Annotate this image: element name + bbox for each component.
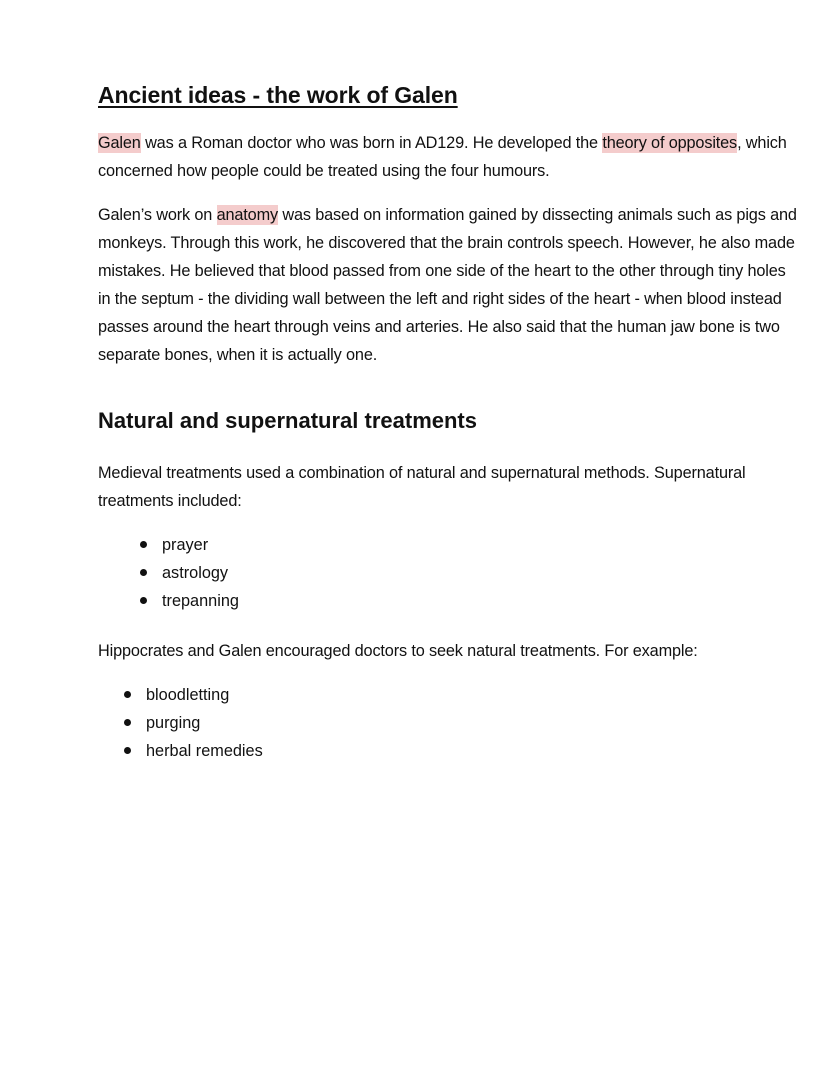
paragraph-medieval-treatments: Medieval treatments used a combination of natural and supernatural methods. Supernatural treatments included: [98,464,746,510]
list-item-label: bloodletting [146,686,230,704]
list-item [124,737,798,765]
list-item [140,531,798,559]
paragraph-text: was based on information gained by dissecting animals such as pigs and monkeys. Through this work, he discovered that the brain controls speech. However, he also made mistakes. He believed that blood passed from one side of the heart to the other through tiny holes in the septum - the dividing wall between the left and right sides of the heart - when blood instead passes around the heart through veins and arteries. He also said that the human jaw bone is two separate bones, when it is actually one. [98,206,797,364]
paragraph-galen-anatomy [98,201,798,369]
paragraph-galen-intro [98,129,798,185]
bullet-icon [124,719,131,726]
list-item [140,587,798,615]
list-item [124,681,798,709]
paragraph-natural-treatments: Hippocrates and Galen encouraged doctors to seek natural treatments. For example: [98,642,698,660]
natural-list [98,681,798,765]
list-item [124,709,798,737]
highlight-anatomy: anatomy [216,206,278,224]
highlight-theory-of-opposites: theory of opposites [602,134,738,152]
list-item-label: prayer [162,536,209,554]
highlight-galen: Galen [98,134,141,152]
bullet-icon [124,747,131,754]
list-item-label: trepanning [162,592,239,610]
list-item-label: astrology [162,564,229,582]
paragraph-text: , which concerned how people could be treated using the four humours. [98,134,787,180]
list-item-label: herbal remedies [146,742,263,760]
list-item-label: purging [146,714,201,732]
supernatural-list [98,531,798,615]
section-heading: Natural and supernatural treatments [98,408,477,433]
bullet-icon [140,569,147,576]
bullet-icon [140,597,147,604]
document-body [98,78,798,765]
bullet-icon [124,691,131,698]
paragraph-text: was a Roman doctor who was born in AD129. He developed the [140,134,603,152]
paragraph-text: Galen’s work on [98,206,217,224]
list-item [140,559,798,587]
page-title: Ancient ideas - the work of Galen [98,82,458,108]
bullet-icon [140,541,147,548]
